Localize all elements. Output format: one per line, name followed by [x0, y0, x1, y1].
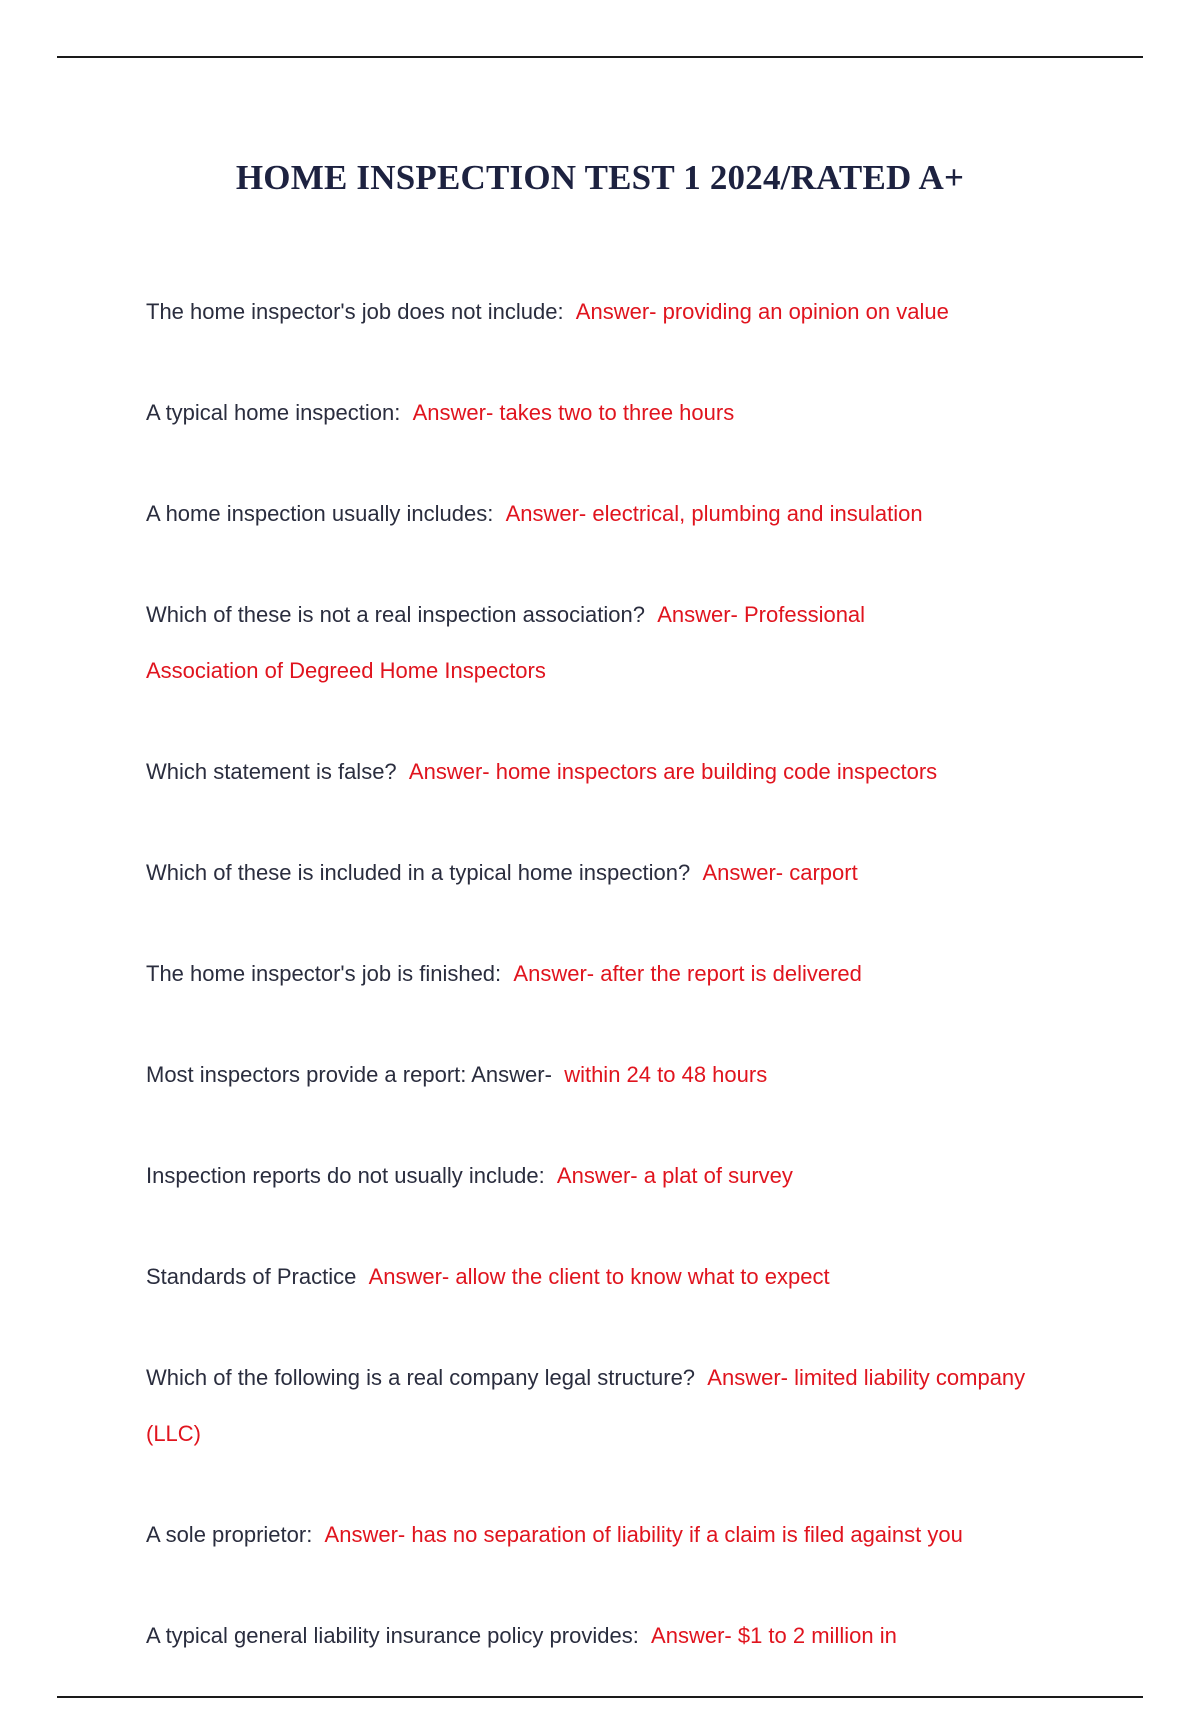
qa-item: [146, 587, 946, 699]
qa-item: [146, 845, 1066, 901]
qa-item: [146, 284, 1066, 340]
answer-text: Answer- providing an opinion on value: [575, 299, 949, 324]
question-text: Most inspectors provide a report: Answer-: [146, 1062, 552, 1087]
answer-text: Answer- $1 to 2 million in: [651, 1623, 897, 1648]
question-text: Inspection reports do not usually include:: [146, 1163, 545, 1188]
question-text: A typical general liability insurance policy provides:: [146, 1623, 639, 1648]
top-rule: [57, 56, 1143, 58]
bottom-rule: [57, 1696, 1143, 1698]
qa-item: [146, 385, 1066, 441]
qa-item: [146, 486, 1066, 542]
answer-text: Answer- has no separation of liability if a claim is filed against you: [324, 1522, 963, 1547]
qa-item: [146, 1608, 1066, 1664]
answer-text: Answer- Professional Association of Degreed Home Inspectors: [146, 602, 866, 683]
question-text: A home inspection usually includes:: [146, 501, 494, 526]
qa-item: [146, 1047, 1066, 1103]
question-text: A sole proprietor:: [146, 1522, 313, 1547]
question-text: The home inspector's job is finished:: [146, 961, 502, 986]
answer-text: within 24 to 48 hours: [564, 1062, 768, 1087]
question-text: The home inspector's job does not include:: [146, 299, 564, 324]
qa-item: [146, 1249, 1066, 1305]
answer-text: Answer- takes two to three hours: [412, 400, 735, 425]
question-text: Which of these is included in a typical home inspection?: [146, 860, 691, 885]
answer-text: Answer- a plat of survey: [556, 1163, 793, 1188]
question-text: Which of these is not a real inspection association?: [146, 602, 645, 627]
question-text: Which of the following is a real company legal structure?: [146, 1365, 696, 1390]
question-text: Which statement is false?: [146, 759, 397, 784]
question-text: A typical home inspection:: [146, 400, 401, 425]
answer-text: Answer- allow the client to know what to expect: [368, 1264, 830, 1289]
qa-item: [146, 1507, 1066, 1563]
answer-text: Answer- limited liability company (LLC): [146, 1365, 1026, 1446]
qa-item: [146, 744, 1066, 800]
answer-text: Answer- home inspectors are building code inspectors: [408, 759, 938, 784]
answer-text: Answer- carport: [702, 860, 858, 885]
answer-text: Answer- after the report is delivered: [513, 961, 862, 986]
qa-item: [146, 1350, 1026, 1462]
question-text: Standards of Practice: [146, 1264, 357, 1289]
qa-item: [146, 946, 1066, 1002]
document-title: HOME INSPECTION TEST 1 2024/RATED A+: [235, 158, 965, 197]
qa-item: [146, 1148, 1066, 1204]
question-answer-list: [146, 284, 1066, 1709]
answer-text: Answer- electrical, plumbing and insulation: [505, 501, 923, 526]
